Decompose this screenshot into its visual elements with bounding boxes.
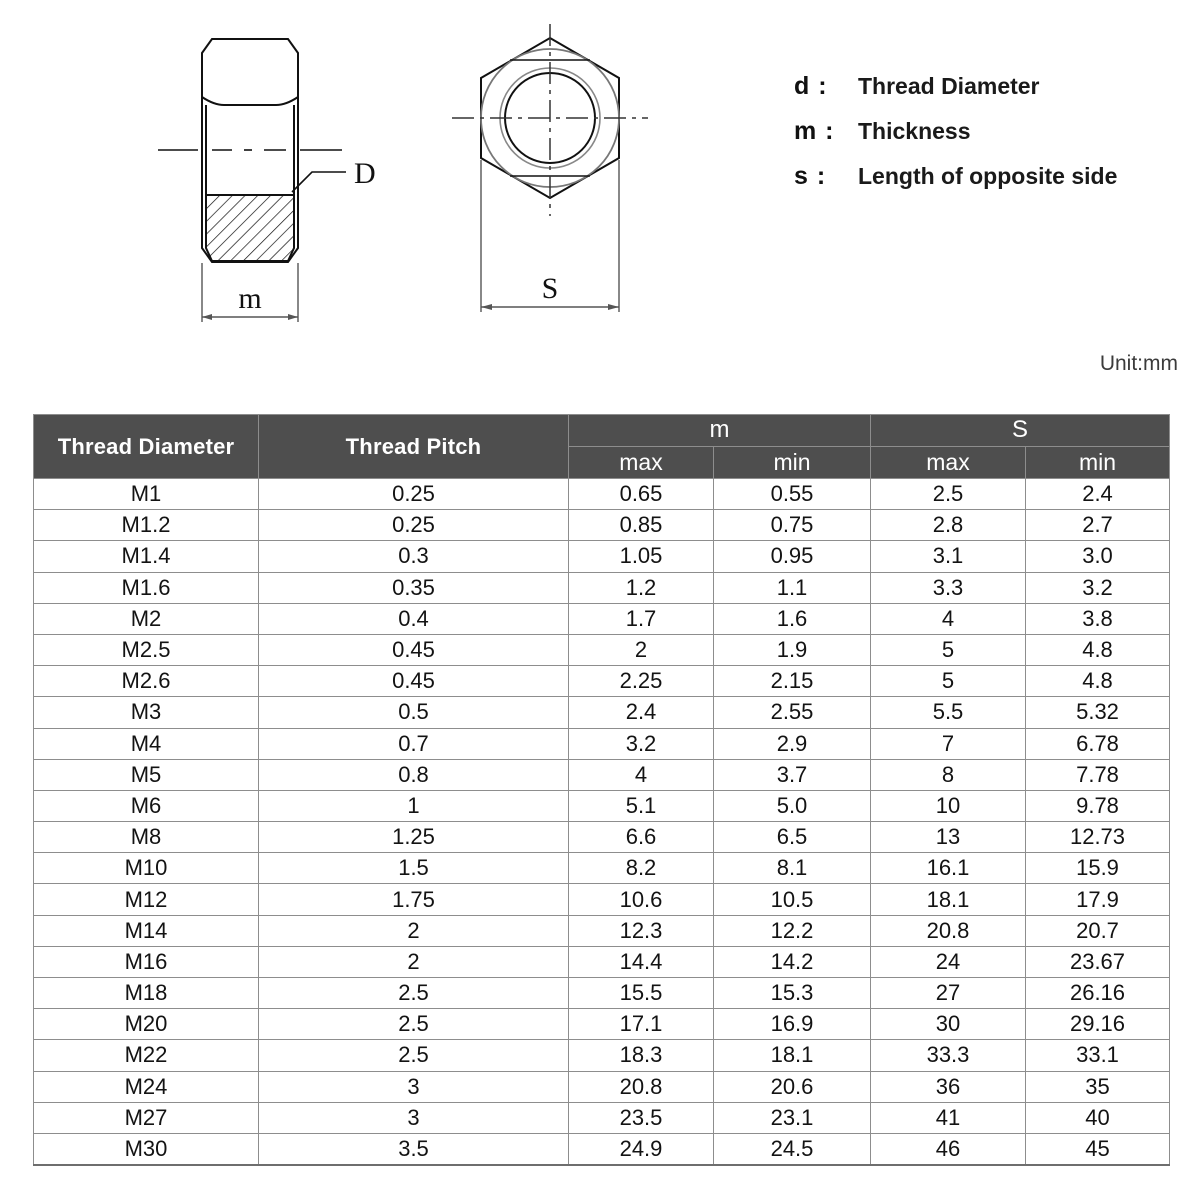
table-row: [34, 510, 1170, 541]
spec-table-container: [33, 414, 1169, 1166]
cell-m-min: 16.9: [714, 1009, 871, 1040]
cell-s-max: 3.1: [871, 541, 1026, 572]
cell-thread-pitch: 3: [259, 1071, 569, 1102]
table-row: [34, 572, 1170, 603]
cell-m-max: 4: [569, 759, 714, 790]
cell-thread-pitch: 0.25: [259, 510, 569, 541]
cell-s-min: 17.9: [1026, 884, 1170, 915]
cell-s-max: 16.1: [871, 853, 1026, 884]
cell-s-min: 9.78: [1026, 790, 1170, 821]
cell-thread-diameter: M22: [34, 1040, 259, 1071]
cell-thread-diameter: M3: [34, 697, 259, 728]
width-across-flats-label: S: [541, 272, 559, 305]
table-row: [34, 853, 1170, 884]
cell-thread-pitch: 0.45: [259, 634, 569, 665]
cell-thread-diameter: M2.5: [34, 634, 259, 665]
cell-thread-diameter: M5: [34, 759, 259, 790]
cell-s-min: 20.7: [1026, 915, 1170, 946]
cell-s-min: 7.78: [1026, 759, 1170, 790]
table-row: [34, 603, 1170, 634]
cell-m-max: 6.6: [569, 822, 714, 853]
table-row: [34, 884, 1170, 915]
cell-m-min: 24.5: [714, 1133, 871, 1164]
cell-m-min: 0.75: [714, 510, 871, 541]
table-body: [34, 479, 1170, 1165]
cell-s-max: 18.1: [871, 884, 1026, 915]
table-row: [34, 697, 1170, 728]
cell-thread-diameter: M12: [34, 884, 259, 915]
cell-m-max: 2.4: [569, 697, 714, 728]
cell-thread-diameter: M2.6: [34, 666, 259, 697]
legend-key-s: s :: [794, 162, 827, 190]
cell-m-min: 2.15: [714, 666, 871, 697]
cell-thread-pitch: 0.7: [259, 728, 569, 759]
cell-m-min: 2.9: [714, 728, 871, 759]
cell-m-min: 1.6: [714, 603, 871, 634]
cell-thread-pitch: 2.5: [259, 978, 569, 1009]
legend-item-d: [780, 72, 1200, 117]
cell-thread-diameter: M6: [34, 790, 259, 821]
cell-thread-pitch: 2: [259, 946, 569, 977]
table-row: [34, 1071, 1170, 1102]
cell-m-max: 10.6: [569, 884, 714, 915]
legend-item-s: [780, 162, 1200, 207]
cell-thread-diameter: M14: [34, 915, 259, 946]
cell-s-min: 2.7: [1026, 510, 1170, 541]
cell-s-max: 4: [871, 603, 1026, 634]
legend-key-m: m :: [794, 117, 835, 145]
cell-m-min: 0.55: [714, 479, 871, 510]
bore-label-D: D: [354, 157, 376, 190]
cell-m-min: 14.2: [714, 946, 871, 977]
cell-s-min: 26.16: [1026, 978, 1170, 1009]
hex-nut-top-view: [440, 20, 720, 330]
cell-s-max: 3.3: [871, 572, 1026, 603]
column-header-m-min: min: [714, 447, 871, 479]
table-row: [34, 1133, 1170, 1164]
cell-m-min: 1.9: [714, 634, 871, 665]
cell-thread-pitch: 0.35: [259, 572, 569, 603]
cell-m-max: 18.3: [569, 1040, 714, 1071]
cell-s-min: 40: [1026, 1102, 1170, 1133]
legend-desc-d: Thread Diameter: [858, 73, 1040, 99]
table-row: [34, 946, 1170, 977]
cell-thread-pitch: 0.3: [259, 541, 569, 572]
cell-thread-pitch: 0.25: [259, 479, 569, 510]
cell-s-max: 5: [871, 666, 1026, 697]
cell-s-max: 46: [871, 1133, 1026, 1164]
cell-s-min: 3.0: [1026, 541, 1170, 572]
cell-m-max: 1.7: [569, 603, 714, 634]
cell-m-max: 17.1: [569, 1009, 714, 1040]
column-header-m-max: max: [569, 447, 714, 479]
cell-s-max: 8: [871, 759, 1026, 790]
cell-thread-diameter: M1: [34, 479, 259, 510]
cell-s-min: 29.16: [1026, 1009, 1170, 1040]
cell-s-min: 3.8: [1026, 603, 1170, 634]
cell-s-max: 27: [871, 978, 1026, 1009]
cell-m-max: 1.05: [569, 541, 714, 572]
cell-s-max: 30: [871, 1009, 1026, 1040]
column-group-header-m: m: [569, 415, 871, 447]
header-row-top: [34, 415, 1170, 447]
cell-thread-diameter: M27: [34, 1102, 259, 1133]
table-row: [34, 541, 1170, 572]
column-group-header-s: S: [871, 415, 1170, 447]
cell-thread-diameter: M4: [34, 728, 259, 759]
cell-m-max: 20.8: [569, 1071, 714, 1102]
legend-desc-s: Length of opposite side: [858, 163, 1118, 189]
cell-m-max: 2.25: [569, 666, 714, 697]
cell-m-max: 1.2: [569, 572, 714, 603]
cell-thread-diameter: M24: [34, 1071, 259, 1102]
cell-s-min: 4.8: [1026, 634, 1170, 665]
cell-s-min: 3.2: [1026, 572, 1170, 603]
cell-thread-pitch: 1.75: [259, 884, 569, 915]
cell-m-min: 23.1: [714, 1102, 871, 1133]
cell-thread-pitch: 2: [259, 915, 569, 946]
column-header-thread-pitch: Thread Pitch: [259, 415, 569, 479]
unit-note: Unit:mm: [1099, 352, 1178, 375]
cell-thread-diameter: M18: [34, 978, 259, 1009]
cell-s-min: 15.9: [1026, 853, 1170, 884]
column-header-thread-diameter: Thread Diameter: [34, 415, 259, 479]
cell-thread-pitch: 3: [259, 1102, 569, 1133]
cell-thread-diameter: M20: [34, 1009, 259, 1040]
cell-s-min: 45: [1026, 1133, 1170, 1164]
cell-s-max: 13: [871, 822, 1026, 853]
cell-m-min: 20.6: [714, 1071, 871, 1102]
table-row: [34, 634, 1170, 665]
table-row: [34, 666, 1170, 697]
table-row: [34, 915, 1170, 946]
cell-thread-pitch: 2.5: [259, 1009, 569, 1040]
cell-m-min: 0.95: [714, 541, 871, 572]
cell-m-max: 0.65: [569, 479, 714, 510]
cell-thread-pitch: 1: [259, 790, 569, 821]
cell-s-min: 35: [1026, 1071, 1170, 1102]
cell-s-max: 2.8: [871, 510, 1026, 541]
cell-s-max: 24: [871, 946, 1026, 977]
cell-s-min: 12.73: [1026, 822, 1170, 853]
cell-m-max: 8.2: [569, 853, 714, 884]
cell-thread-diameter: M10: [34, 853, 259, 884]
cell-s-min: 4.8: [1026, 666, 1170, 697]
legend-desc-m: Thickness: [858, 118, 971, 144]
section-hatching: [206, 195, 294, 261]
cell-m-max: 14.4: [569, 946, 714, 977]
cell-s-max: 5: [871, 634, 1026, 665]
cell-thread-pitch: 0.4: [259, 603, 569, 634]
cell-m-min: 10.5: [714, 884, 871, 915]
cell-m-min: 6.5: [714, 822, 871, 853]
hex-nut-spec-table: [33, 414, 1170, 1166]
cell-m-max: 12.3: [569, 915, 714, 946]
cell-s-max: 20.8: [871, 915, 1026, 946]
table-row: [34, 759, 1170, 790]
table-row: [34, 790, 1170, 821]
cell-thread-pitch: 1.5: [259, 853, 569, 884]
cell-m-max: 15.5: [569, 978, 714, 1009]
table-head: [34, 415, 1170, 479]
cell-m-max: 5.1: [569, 790, 714, 821]
cell-thread-pitch: 3.5: [259, 1133, 569, 1164]
cell-m-max: 0.85: [569, 510, 714, 541]
cell-thread-pitch: 2.5: [259, 1040, 569, 1071]
cell-thread-diameter: M30: [34, 1133, 259, 1164]
table-row: [34, 1040, 1170, 1071]
cell-thread-pitch: 0.5: [259, 697, 569, 728]
legend: [780, 72, 1200, 207]
cell-m-min: 8.1: [714, 853, 871, 884]
cell-thread-diameter: M1.6: [34, 572, 259, 603]
table-row: [34, 978, 1170, 1009]
cell-s-max: 5.5: [871, 697, 1026, 728]
cell-s-max: 2.5: [871, 479, 1026, 510]
hex-nut-side-section-view: [140, 20, 420, 330]
cell-m-max: 23.5: [569, 1102, 714, 1133]
cell-m-min: 3.7: [714, 759, 871, 790]
thickness-dimension-label: m: [238, 282, 262, 315]
table-row: [34, 1009, 1170, 1040]
cell-m-max: 2: [569, 634, 714, 665]
cell-m-min: 12.2: [714, 915, 871, 946]
cell-s-min: 33.1: [1026, 1040, 1170, 1071]
column-header-s-max: max: [871, 447, 1026, 479]
cell-s-min: 5.32: [1026, 697, 1170, 728]
cell-s-min: 23.67: [1026, 946, 1170, 977]
cell-thread-pitch: 0.45: [259, 666, 569, 697]
cell-m-min: 1.1: [714, 572, 871, 603]
cell-s-min: 6.78: [1026, 728, 1170, 759]
cell-m-min: 18.1: [714, 1040, 871, 1071]
cell-thread-diameter: M2: [34, 603, 259, 634]
cell-m-min: 2.55: [714, 697, 871, 728]
legend-item-m: [780, 117, 1200, 162]
column-header-s-min: min: [1026, 447, 1170, 479]
cell-thread-pitch: 1.25: [259, 822, 569, 853]
cell-s-max: 10: [871, 790, 1026, 821]
cell-thread-pitch: 0.8: [259, 759, 569, 790]
table-row: [34, 822, 1170, 853]
cell-s-max: 33.3: [871, 1040, 1026, 1071]
cell-m-min: 15.3: [714, 978, 871, 1009]
cell-m-min: 5.0: [714, 790, 871, 821]
legend-key-d: d :: [794, 72, 828, 100]
table-row: [34, 479, 1170, 510]
cell-thread-diameter: M1.2: [34, 510, 259, 541]
cell-m-max: 3.2: [569, 728, 714, 759]
table-row: [34, 728, 1170, 759]
cell-s-max: 41: [871, 1102, 1026, 1133]
cell-thread-diameter: M1.4: [34, 541, 259, 572]
cell-s-min: 2.4: [1026, 479, 1170, 510]
cell-s-max: 36: [871, 1071, 1026, 1102]
cell-m-max: 24.9: [569, 1133, 714, 1164]
table-row: [34, 1102, 1170, 1133]
cell-thread-diameter: M8: [34, 822, 259, 853]
cell-thread-diameter: M16: [34, 946, 259, 977]
cell-s-max: 7: [871, 728, 1026, 759]
